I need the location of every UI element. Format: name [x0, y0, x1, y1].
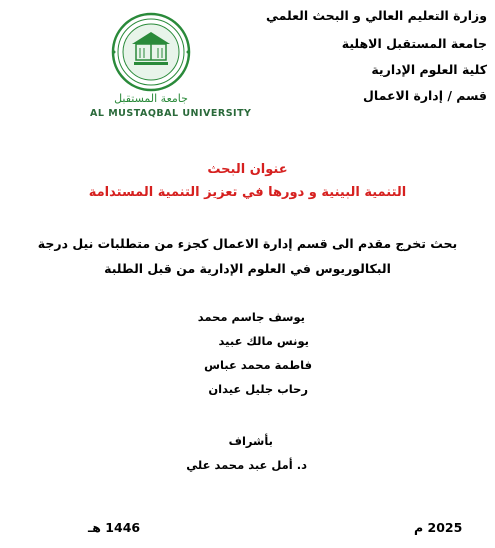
- university-seal-icon: [92, 10, 210, 94]
- college-name: كلية العلوم الإدارية: [371, 62, 487, 77]
- submission-line-2: البكالوريوس في العلوم الإدارية من قبل الطلبة: [104, 261, 391, 276]
- logo-name-arabic: جامعة المستقبل: [114, 92, 188, 105]
- supervision-label: بأشراف: [228, 434, 273, 448]
- student-name-3: فاطمة محمد عباس: [204, 358, 312, 372]
- university-logo: [90, 10, 252, 122]
- student-name-1: يوسف جاسم محمد: [197, 310, 305, 324]
- submission-line-1: بحث تخرج مقدم الى قسم إدارة الاعمال كجزء من متطلبات نيل درجة: [37, 236, 458, 251]
- ministry-name: وزارة التعليم العالي و البحث العلمي: [265, 8, 487, 23]
- supervisor-name: د. أمل عبد محمد علي: [186, 458, 307, 472]
- university-name: جامعة المستقبل الاهلية: [341, 36, 487, 51]
- research-title-label: عنوان البحث: [207, 162, 288, 177]
- gregorian-year: 2025 م: [414, 520, 463, 535]
- logo-name-english: AL MUSTAQBAL UNIVERSITY: [90, 108, 252, 119]
- hijri-year: 1446 هـ: [88, 520, 141, 535]
- student-name-2: يونس مالك عبيد: [218, 334, 309, 348]
- department-name: قسم / إدارة الاعمال: [363, 88, 487, 103]
- student-name-4: رحاب جليل عيدان: [208, 382, 308, 396]
- research-title: التنمية البينية و دورها في تعزيز التنمية المستدامة: [88, 185, 407, 200]
